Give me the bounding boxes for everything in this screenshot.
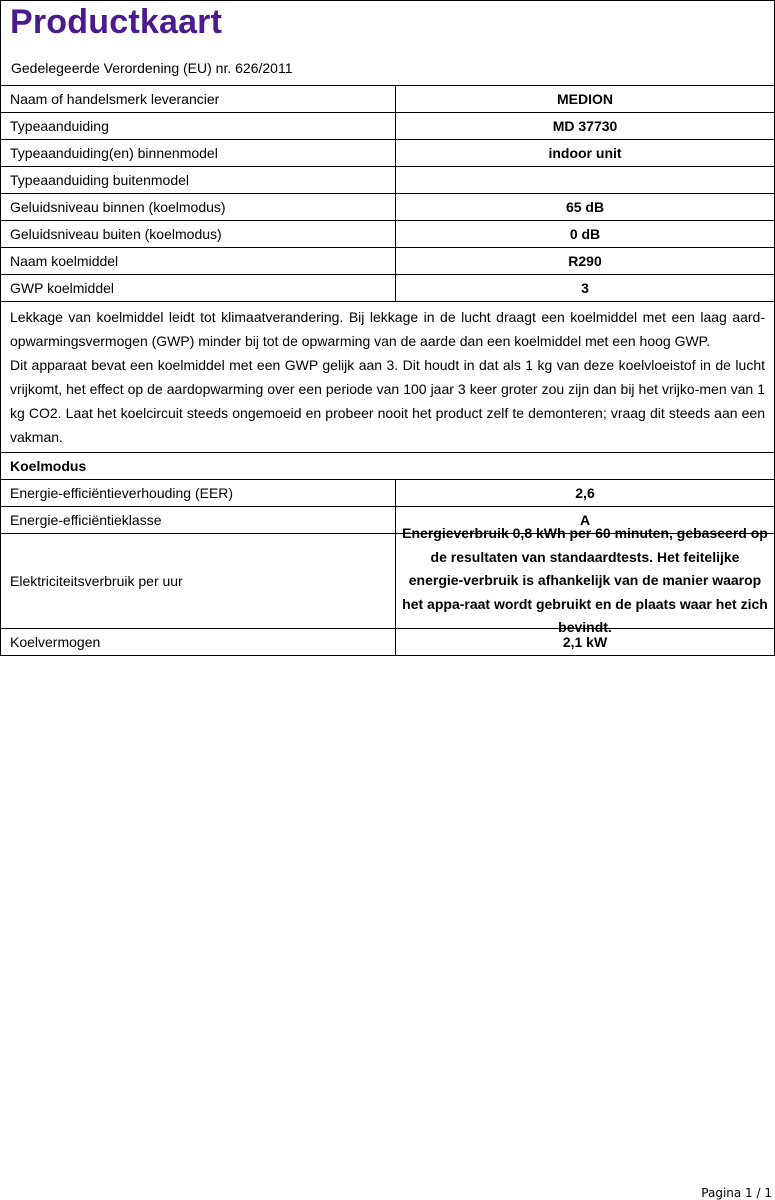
table-row bbox=[1, 167, 774, 194]
row-label: Typeaanduiding buitenmodel bbox=[1, 167, 396, 193]
refrigerant-notice bbox=[1, 302, 774, 453]
table-row bbox=[1, 113, 774, 140]
row-value: A bbox=[579, 512, 591, 528]
table-row bbox=[1, 194, 774, 221]
row-label: Energie-efficiëntieverhouding (EER) bbox=[1, 480, 396, 506]
row-label: Energie-efficiëntieklasse bbox=[1, 507, 396, 533]
header bbox=[1, 1, 774, 86]
row-value: MEDION bbox=[557, 91, 613, 107]
section-heading: Koelmodus bbox=[1, 453, 774, 480]
table-row bbox=[1, 275, 774, 302]
row-label: Naam koelmiddel bbox=[1, 248, 396, 274]
table-row bbox=[1, 86, 774, 113]
regulation-subtitle: Gedelegeerde Verordening (EU) nr. 626/2011 bbox=[11, 60, 293, 76]
row-value: 2,1 kW bbox=[562, 634, 608, 650]
table-row bbox=[1, 221, 774, 248]
notice-paragraph: Dit apparaat bevat een koelmiddel met een GWP gelijk aan 3. Dit houdt in dat als 1 kg van deze koelvloeistof in de lucht vrijkomt, het effect op de aardopwarming over een periode van 100 jaar 3 keer groter zou zijn dan bij het vrijko-men van 1 kg CO2. Laat het koelcircuit steeds ongemoeid en probeer nooit het product zelf te demonteren; vraag dit steeds aan een vakman. bbox=[10, 357, 765, 445]
row-value: 65 dB bbox=[565, 199, 605, 215]
row-value: 3 bbox=[581, 280, 589, 296]
row-value: indoor unit bbox=[548, 145, 622, 161]
table-row bbox=[1, 629, 774, 655]
table-row bbox=[1, 480, 774, 507]
row-label: GWP koelmiddel bbox=[1, 275, 396, 301]
page-number: Pagina 1 / 1 bbox=[701, 1186, 772, 1200]
row-value: MD 37730 bbox=[552, 118, 618, 134]
row-value: 2,6 bbox=[575, 485, 595, 501]
row-label: Koelvermogen bbox=[1, 629, 396, 655]
row-label: Naam of handelsmerk leverancier bbox=[1, 86, 396, 112]
row-label: Typeaanduiding(en) binnenmodel bbox=[1, 140, 396, 166]
row-value: R290 bbox=[568, 253, 602, 269]
row-label: Elektriciteitsverbruik per uur bbox=[1, 534, 396, 628]
notice-paragraph: Lekkage van koelmiddel leidt tot klimaatverandering. Bij lekkage in de lucht draagt een koelmiddel met een laag aard-opwarmingsvermogen (GWP) minder bij tot de opwarming van de aarde dan een koelmiddel met een hoog GWP. bbox=[10, 309, 765, 349]
table-row bbox=[1, 248, 774, 275]
row-value bbox=[396, 167, 774, 193]
row-value: 0 dB bbox=[569, 226, 601, 242]
row-label: Geluidsniveau binnen (koelmodus) bbox=[1, 194, 396, 220]
row-value: Energieverbruik 0,8 kWh per 60 minuten, gebaseerd op de resultaten van standaardtests. Het feitelijke energie-verbruik is afhankelijk van de manier waarop het appa-raat wordt gebruikt en de plaats waar het zich bevindt. bbox=[402, 525, 768, 636]
row-label: Geluidsniveau buiten (koelmodus) bbox=[1, 221, 396, 247]
page-title: Productkaart bbox=[10, 3, 223, 41]
row-label: Typeaanduiding bbox=[1, 113, 396, 139]
table-row bbox=[1, 525, 774, 636]
table-row bbox=[1, 140, 774, 167]
